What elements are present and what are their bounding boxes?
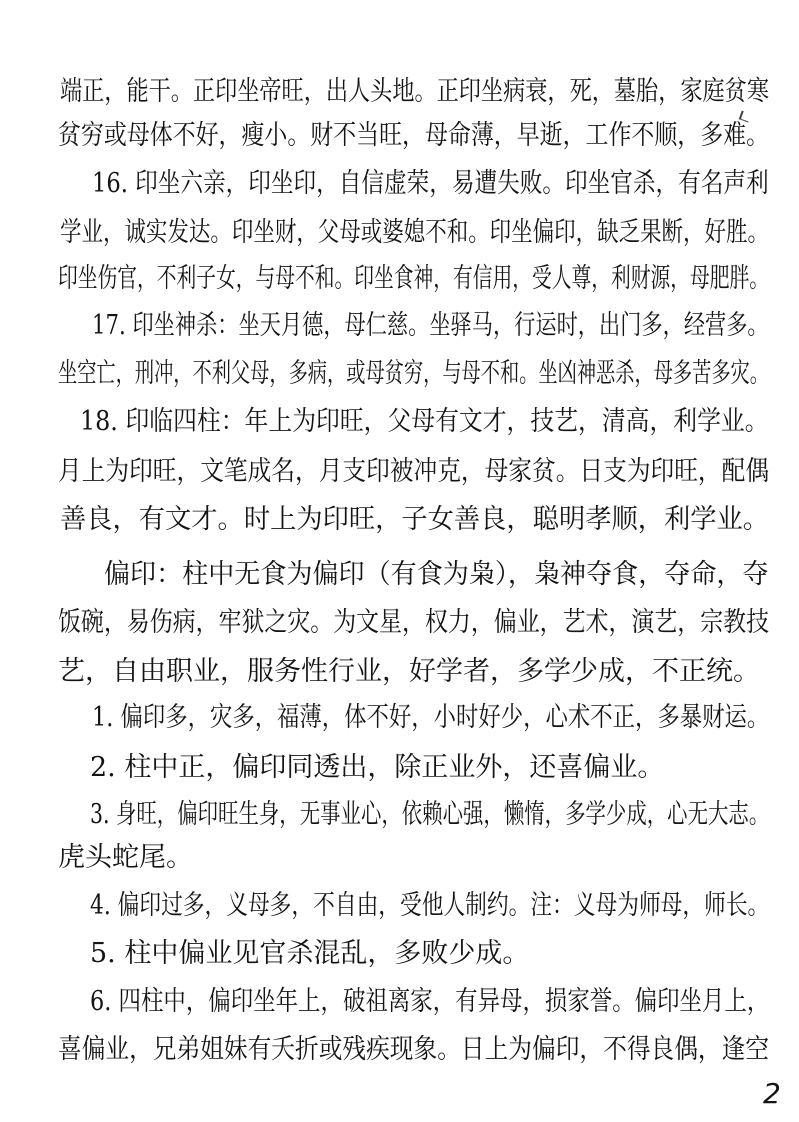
text-line: 月上为印旺，文笔成名，月支印被冲克，母家贫。日支为印旺，配偶: [58, 456, 770, 487]
text-line: 18. 印临四柱：年上为印旺，父母有文才，技艺，清高，利学业。: [80, 406, 769, 437]
text-line: 印坐伤官，不利子女，与母不和。印坐食神，有信用，受人尊，利财源，母肥胖。: [58, 263, 770, 294]
page-number: 2: [763, 1077, 781, 1110]
text-line: 喜偏业，兄弟姐妹有夭折或残疾现象。日上为偏印，不得良偶，逢空: [58, 1034, 770, 1065]
text-line: 艺，自由职业，服务性行业，好学者，多学少成，不正统。: [58, 656, 760, 687]
text-line: 1. 偏印多，灾多，福薄，体不好，小时好少，心术不正，多暴财运。: [92, 702, 770, 733]
text-line: 学业，诚实发达。印坐财，父母或婆媳不和。印坐偏印，缺乏果断，好胜。: [60, 217, 769, 248]
text-line: 4. 偏印过多，义母多，不自由，受他人制约。注：义母为师母，师长。: [90, 890, 770, 921]
text-line: 2. 柱中正，偏印同透出，除正业外，还喜偏业。: [90, 752, 665, 783]
text-line: 3. 身旺，偏印旺生身，无事业心，依赖心强，懒惰，多学少成，心无大志。: [90, 799, 770, 830]
text-line: 17. 印坐神杀：坐天月德，母仁慈。坐驿马，行运时，出门多，经营多。: [92, 310, 769, 341]
text-line: 6. 四柱中，偏印坐年上，破祖离家，有异母，损家誉。偏印坐月上，: [90, 986, 770, 1017]
text-line: 坐空亡，刑冲，不利父母，多病，或母贫穷，与母不和。坐凶神恶杀，母多苦多灾。: [58, 358, 769, 389]
text-line: 16. 印坐六亲，印坐印，自信虚荣，易遭失败。印坐官杀，有名声利: [92, 168, 769, 199]
text-line: 虎头蛇尾。: [58, 842, 193, 873]
text-line: 端正，能干。正印坐帝旺，出人头地。正印坐病衰，死，墓胎，家庭贫寒: [60, 76, 769, 107]
text-line: 偏印：柱中无食为偏印（有食为枭），枭神夺食，夺命，夺: [104, 559, 769, 590]
text-line: 饭碗，易伤病，牢狱之灾。为文星，权力，偏业，艺术，演艺，宗教技: [58, 607, 770, 638]
text-line: 善良，有文才。时上为印旺，子女善良，聪明孝顺，利学业。: [60, 504, 770, 535]
text-line: 5. 柱中偏业见官杀混乱，多败少成。: [90, 938, 530, 969]
text-line: 贫穷或母体不好，瘦小。财不当旺，母命薄，早逝，工作不顺，多难。: [58, 120, 770, 151]
